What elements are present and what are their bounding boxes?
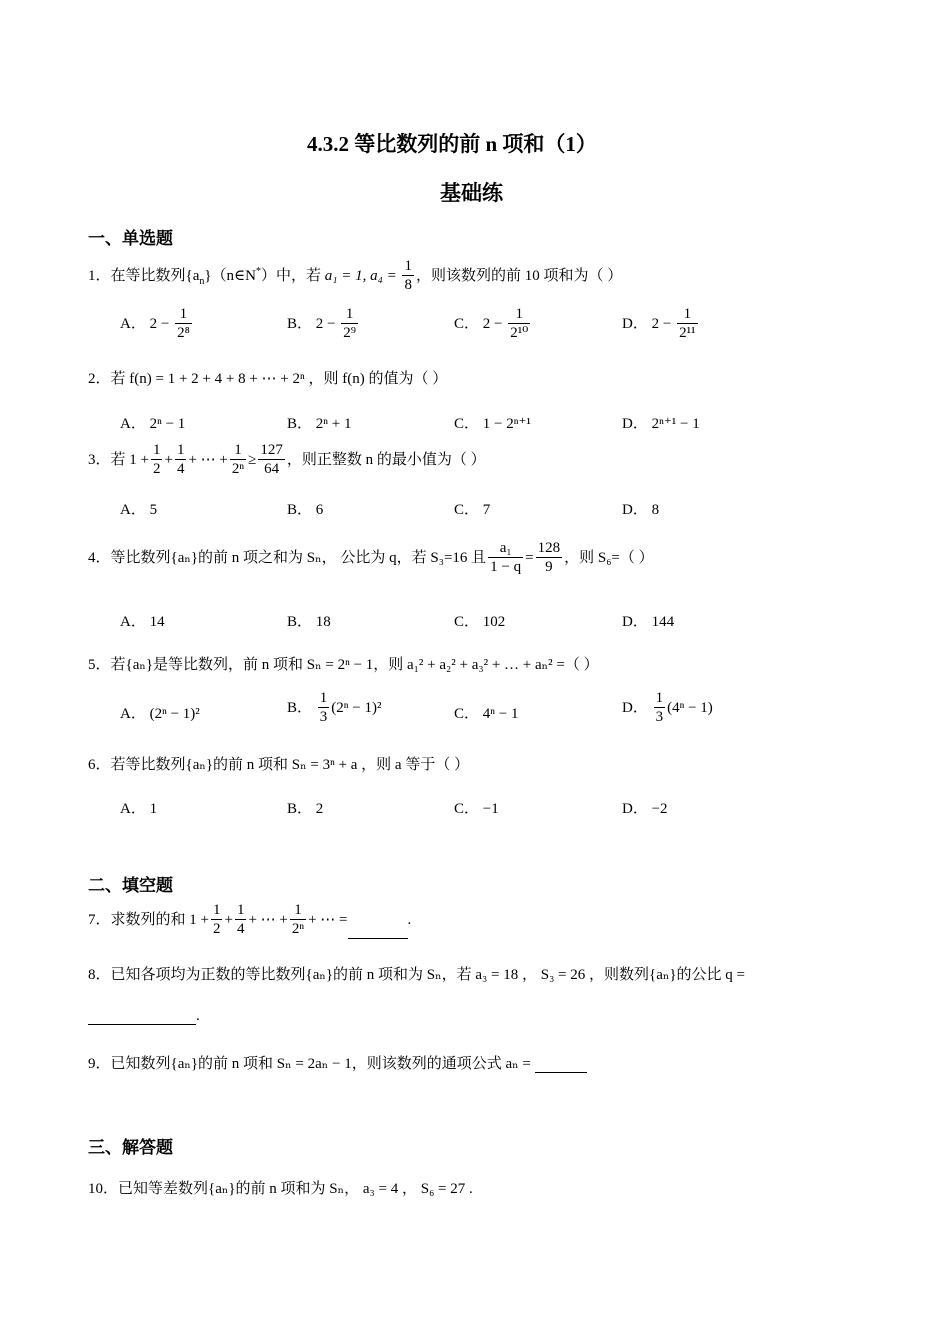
question-6: 6．若等比数列{aₙ}的前 n 项和 Sₙ = 3ⁿ + a ，则 a 等于（ ） [88,757,470,773]
q3-option-c: C． 7 [454,502,491,518]
question-2: 2．若 f(n) = 1 + 2 + 4 + 8 + ⋯ + 2ⁿ ，则 f(n) 的值为（ ） [88,371,448,387]
q2-option-c: C． 1 − 2ⁿ⁺¹ [454,416,531,432]
q1-sub: n [199,275,205,287]
question-3: 3．若 1 + $\frac{1}{2}$ + $\frac{1}{4}$ + ⋯ + $\frac{1}{\text{2ⁿ}}$ ≥ $\frac{127}{64}$ ，则正整数 n 的最小值为（ ） [88,442,486,478]
q9-answer-blank [535,1058,587,1073]
q1-sup: * [256,265,261,277]
q4-option-a: A． 14 [120,614,165,630]
q1-option-a: A． 2 − $\frac{1}{\text{2⁸}}$ [120,306,190,342]
q1-fraction: $\frac{1}{8}$ [404,258,412,294]
q1-post: ，则该数列的前 10 项和为（ ） [415,267,623,284]
q6-option-b: B． 2 [287,801,324,817]
section-heading-fill-in: 二、填空题 [88,876,173,895]
q8-answer-blank [88,1010,196,1025]
question-1 [88,258,622,295]
question-10: 10．已知等差数列{aₙ}的前 n 项和为 Sₙ， a₃ = 4 ， S₆ = 27 . [88,1181,473,1197]
section-heading-single-choice: 一、单选题 [88,229,173,248]
q1-option-d: D． 2 − $\frac{1}{\text{2¹¹}}$ [622,306,696,342]
question-7: 7．求数列的和 1 + $\frac{1}{2}$ + $\frac{1}{4}$ + ⋯ + $\frac{1}{\text{2ⁿ}}$ + ⋯ = . [88,902,412,938]
question-8: 8．已知各项均为正数的等比数列{aₙ}的前 n 项和为 Sₙ，若 a₃ = 18 ， S₃ = 26 ，则数列{aₙ}的公比 q = [88,967,746,983]
q6-option-c: C． −1 [454,801,499,817]
q5-option-d: D． $\frac{1}{3}$ (4ⁿ − 1) [622,690,713,726]
q5-option-a: A． (2ⁿ − 1)² [120,706,200,722]
q4-option-d: D． 144 [622,614,675,630]
q2-option-d: D． 2ⁿ⁺¹ − 1 [622,416,700,432]
question-5: 5．若{aₙ}是等比数列，前 n 项和 Sₙ = 2ⁿ − 1，则 a₁² + a₂² + a₃² + … + aₙ² =（ ） [88,657,599,673]
q1-mid2: ）中，若 [261,267,325,284]
page-subtitle: 基础练 [440,181,503,205]
q2-option-b: B． 2ⁿ + 1 [287,416,352,432]
q6-option-d: D． −2 [622,801,668,817]
q1-option-b: B． 2 − $\frac{1}{\text{2⁹}}$ [287,306,356,342]
page-title: 4.3.2 等比数列的前 n 项和（1） [307,132,597,156]
q5-option-b: B． $\frac{1}{3}$ (2ⁿ − 1)² [287,690,382,726]
q1-pre: 1．在等比数列{a [88,267,200,284]
q8-answer-line: . [88,1008,200,1025]
q4-option-b: B． 18 [287,614,331,630]
q3-option-d: D． 8 [622,502,660,518]
q1-option-c: C． 2 − $\frac{1}{\text{2¹⁰}}$ [454,306,529,342]
q4-option-c: C． 102 [454,614,506,630]
q1-mid: }（n∈N [204,267,256,284]
question-4: 4．等比数列{aₙ}的前 n 项之和为 Sₙ， 公比为 q，若 S₃=16 且 $\frac{\text{a₁}}{1 - q}$ = $\frac{128}{9}$ ，则 S₆=（ ） [88,540,654,576]
section-heading-answer: 三、解答题 [88,1138,173,1157]
q1-condition: a₁ = 1, a₄ = [324,267,401,284]
q5-option-c: C． 4ⁿ − 1 [454,706,519,722]
q7-answer-blank [348,924,408,939]
q6-option-a: A． 1 [120,801,158,817]
q2-option-a: A． 2ⁿ − 1 [120,416,186,432]
q3-option-a: A． 5 [120,502,158,518]
q3-option-b: B． 6 [287,502,324,518]
question-9: 9．已知数列{aₙ}的前 n 项和 Sₙ = 2aₙ − 1，则该数列的通项公式 aₙ = [88,1052,587,1073]
